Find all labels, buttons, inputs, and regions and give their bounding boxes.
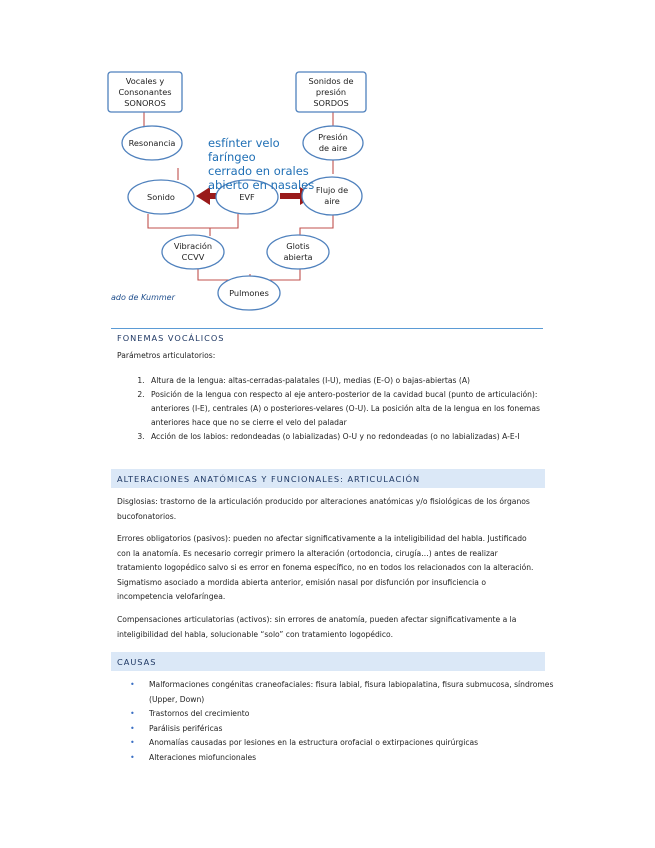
node-pulmones [218,276,280,310]
node-sonidos-presion [296,72,366,112]
node-presion-aire [303,126,363,160]
bullet-icon: • [130,709,135,718]
node-vocales-line3: SONOROS [124,98,166,108]
bullet-icon: • [130,680,135,689]
node-presion-line1: Presión [318,132,348,142]
list-item: 3. Acción de los labios: redondeadas (o labializadas) O-U y no redondeadas (o no labializadas) A-E-I [147,430,542,444]
paragraph-errores: Errores obligatorios (pasivos): pueden no afectar significativamente a la inteligibilidad del habla. Justificado con la anatomía. Es necesario corregir primero la alteración (ortodoncia, cirugía…) antes de realizar tratamiento logopédico salvo si es error en fonema específico, no en todos los relacionados con la alteración. Sigmatismo asociado a mordida abierta anterior, emisión nasal por disfunción por insuficiencia o incompetencia velofaríngea. [117,534,534,601]
paragraph-compensaciones: Compensaciones articulatorias (activos): sin errores de anatomía, pueden afectar significativamente a la inteligibilidad del habla, solucionable “solo” con tratamiento logopédico. [117,615,517,639]
node-sonidos-line1: Sonidos de [308,76,354,86]
node-sonidos-line3: SORDOS [313,98,349,108]
causa-text: Alteraciones miofuncionales [149,752,257,762]
list-item [130,722,557,737]
list-item [130,707,557,722]
list-item [130,751,557,766]
node-vibracion [162,235,224,269]
node-vocales-line2: Consonantes [118,87,172,97]
parametros-label: Parámetros articulatorios: [117,351,216,360]
bullet-icon: • [130,738,135,747]
node-sonidos-line2: presión [315,87,347,97]
heading-fonemas-vocalicos: FONEMAS VOCÁLICOS [117,333,225,343]
annotation-line4: abierto en nasales [208,178,315,192]
node-glotis-line2: abierta [283,252,313,262]
causas-list [117,678,557,765]
paragraph-disglosias: Disglosias: trastorno de la articulación producido por alteraciones anatómicas y/o fisiológicas de los órganos bucofonatorios. [117,497,530,521]
bullet-icon: • [130,723,135,733]
velopharyngeal-annotation [208,136,314,192]
diagram-caption: ado de Kummer [111,293,175,302]
node-resonancia-label: Resonancia [128,138,176,148]
node-glotis [267,235,329,269]
list-item: 1. Altura de la lengua: altas-cerradas-palatales (I-U), medias (E-O) o bajas-abiertas (A) [147,374,542,388]
node-glotis-line1: Glotis [286,241,310,251]
node-pulmones-label: Pulmones [229,288,269,298]
node-vibracion-line2: CCVV [181,252,205,262]
bullet-icon: • [130,752,135,762]
heading-causas: CAUSAS [117,657,157,667]
node-resonancia [122,126,182,160]
causa-text: Trastornos del crecimiento [149,709,250,718]
node-vocales-line1: Vocales y [125,76,165,86]
node-flujo-line1: Flujo de [315,185,349,195]
causa-text: Anomalías causadas por lesiones en la estructura orofacial o extirpaciones quirúrgicas [149,738,479,747]
causa-text: Malformaciones congénitas craneofaciales: fisura labial, fisura labiopalatina, fisura submucosa, síndromes (Upper, Down) [149,680,554,704]
node-sonido [128,180,194,214]
node-evf-label: EVF [239,192,255,202]
list-item [130,678,557,707]
fonemas-list [117,374,542,444]
list-item [130,736,557,751]
annotation-line2: faríngeo [208,150,256,164]
node-flujo-line2: aire [324,196,340,206]
section-divider [111,328,543,329]
speech-production-diagram [100,68,400,318]
node-sonido-label: Sonido [147,192,175,202]
node-vibracion-line1: Vibración [173,241,213,251]
heading-alteraciones: ALTERACIONES ANATÓMICAS Y FUNCIONALES: ARTICULACIÓN [117,474,421,484]
node-presion-line2: de aire [318,143,348,153]
annotation-line3: cerrado en orales [208,164,309,178]
heading-band-causas [111,652,545,671]
causa-text: Parálisis periféricas [149,723,223,733]
list-item: 2. Posición de la lengua con respecto al eje antero-posterior de la cavidad bucal (punto de articulación): anteriores (I-E), centrales (A) o posteriores-velares (O-U). La posición alta de la lengua en los fonemas anteriores hace que no se cierre el velo del paladar [147,388,542,430]
node-vocales-consonantes [108,72,182,112]
annotation-line1: esfínter velo [208,136,280,150]
heading-band-alteraciones [111,469,545,488]
